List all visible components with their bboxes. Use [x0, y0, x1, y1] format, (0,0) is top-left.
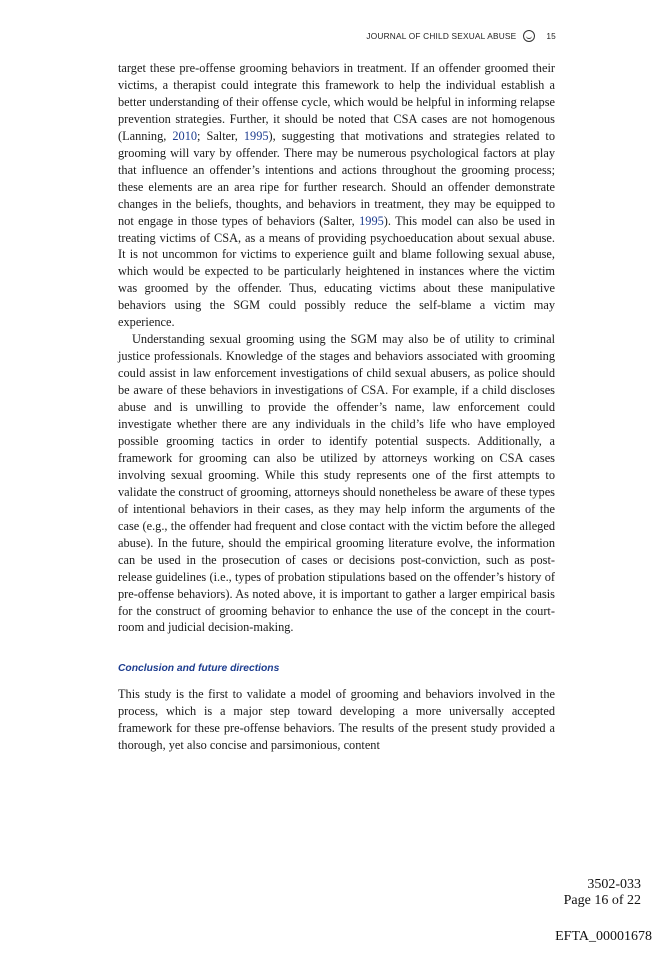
paragraph-1-text-b: ; Salter,: [197, 128, 244, 143]
journal-title: JOURNAL OF CHILD SEXUAL ABUSE: [366, 31, 517, 41]
paragraph-1: [118, 60, 555, 331]
paragraph-2: Understanding sexual grooming using the SGM may also be of utility to criminal justice professionals. Knowledge of the stages and behaviors associated with grooming could assist in law enforcement investigations of child sexual abusers, as police should be aware of these behaviors in investigations of CSA. For example, if a child discloses abuse and is unwilling to provide the offender’s name, law enforcement could investigate whether there are any individuals in the child’s life who have employed possible grooming tactics in order to identify potential suspects. Additionally, a framework for grooming can also be utilized by attorneys working on CSA cases involving sexual grooming. While this study represents one of the first attempts to validate the construct of grooming, attorneys should nonetheless be aware of these types of intentional behaviors in their cases, as they may help inform the arguments of the case (e.g., the offender had frequent and close contact with the victim before the alleged abuse). In the future, should the empirical grooming literature evolve, the information can be used in the prosecution of cases or decisions post-conviction, such as post-release guidelines (i.e., types of probation stipulations based on the offender’s history of pre-offense behaviors). As noted above, it is important to gather a larger empirical basis for the construct of grooming behavior to enhance the use of the concept in the courtroom and judicial decision-making.: [118, 332, 555, 635]
citation-salter-1995[interactable]: 1995: [243, 128, 269, 143]
section-heading: Conclusion and future directions: [118, 663, 280, 675]
page-footer: [564, 877, 641, 909]
paragraph-1-text-a: target these pre-offense grooming behaviors in treatment. If an offender groomed their victims, a therapist could integrate this framework to help the individual establish a better understanding of their offense cycle, which would be helpful in informing relapse prevention strategies. Further, it should be noted that CSA cases are not homogenous (Lanning,: [118, 61, 555, 143]
article-body: [118, 60, 555, 754]
page-number: 15: [546, 31, 556, 41]
citation-salter-1995-second[interactable]: 1995: [359, 213, 384, 228]
document-id: 3502-033: [587, 877, 641, 892]
journal-logo-icon: [523, 30, 535, 42]
bates-number: EFTA_00001678: [555, 929, 652, 944]
paragraph-1-text-d: ). This model can also be used in treating victims of CSA, as a means of providing psychoeducation about sexual abuse. It is not uncommon for victims to experience guilt and blame following sexual abuse, which would be expected to be particularly heightened in instances where the victim was groomed by the offender. Thus, educating victims about these manipulative behaviors using the SGM could possibly reduce the self-blame a victim may experience.: [118, 213, 556, 330]
page-of-total: Page 16 of 22: [563, 893, 641, 908]
paragraph-1-text-c: ), suggesting that motivations and strategies related to grooming will vary by offender. There may be numerous psychological factors at play that influence an offender’s intentions and actions throughout the grooming process; these elements are an area ripe for further research. Should an offender demonstrate changes in the beliefs, thoughts, and behaviors in treatment, they may be equipped to not engage in those types of behaviors (Salter,: [118, 128, 555, 228]
running-header: [366, 30, 556, 42]
paragraph-3: This study is the first to validate a model of grooming and behaviors involved in the process, which is a major step toward developing a more universally accepted framework for these pre-offense behaviors. The results of the present study provided a thorough, yet also concise and parsimonious, content: [118, 687, 555, 753]
citation-lanning-2010[interactable]: 2010: [172, 128, 198, 143]
